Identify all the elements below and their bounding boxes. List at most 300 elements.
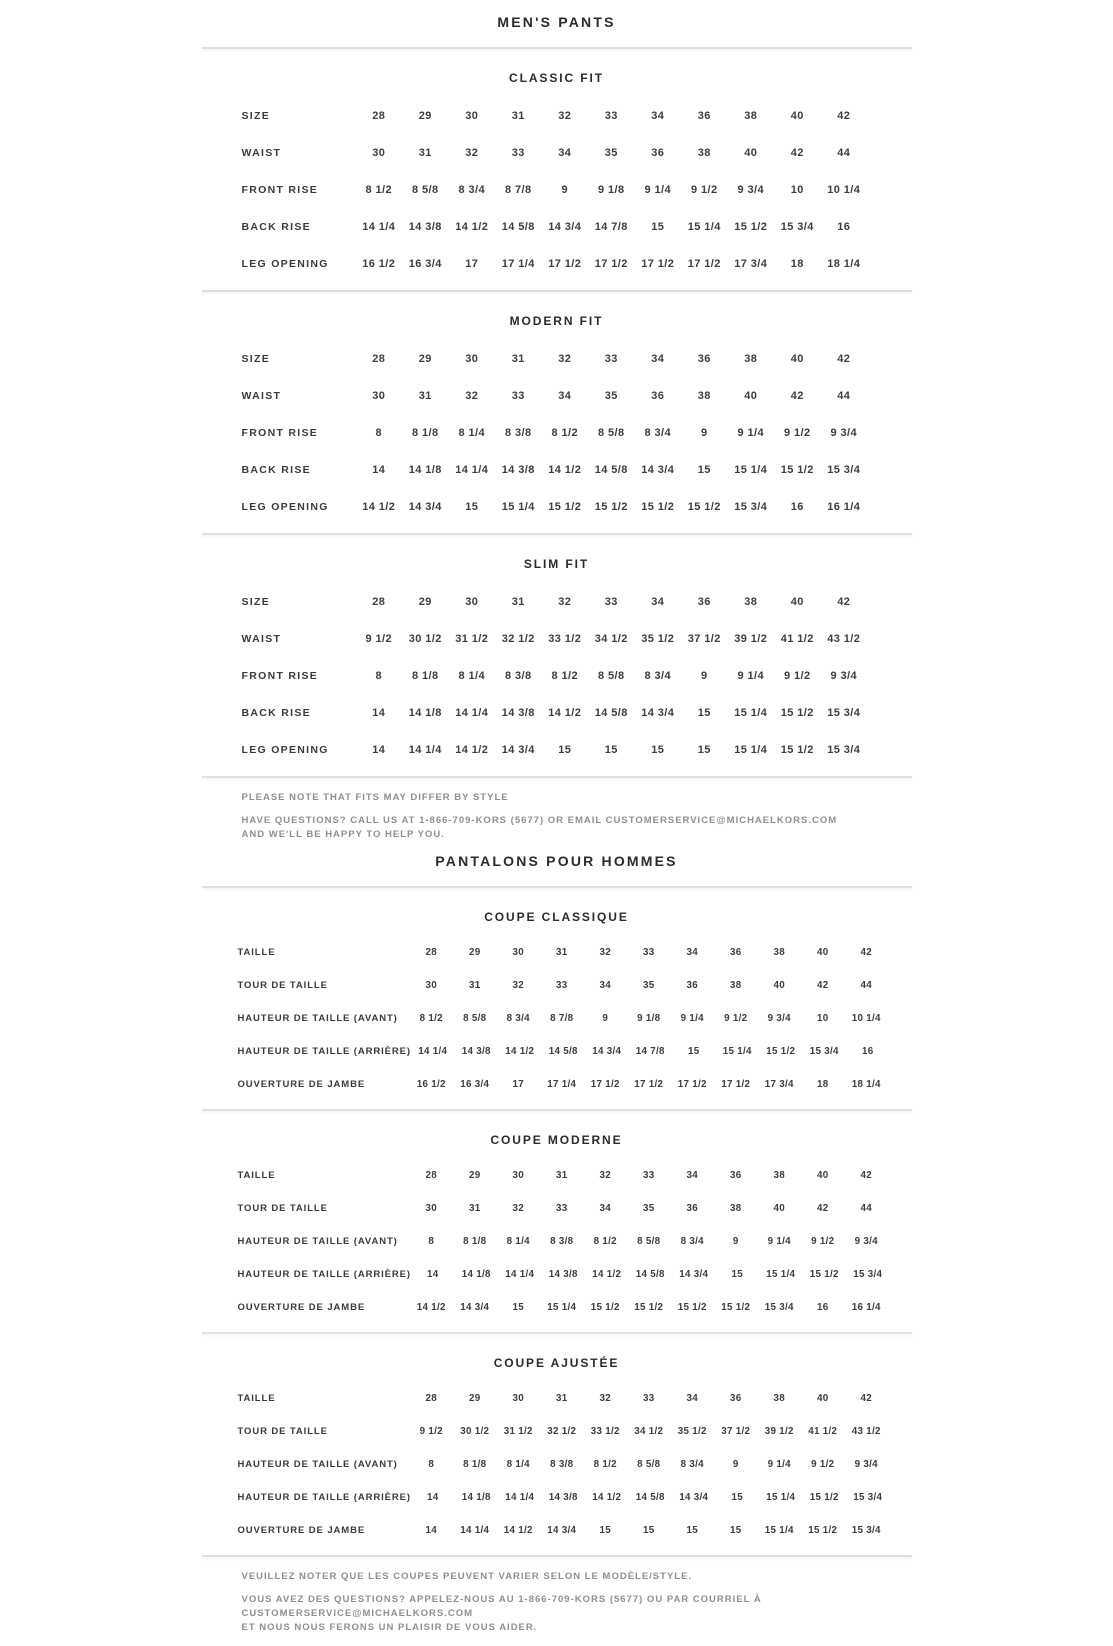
measure-value: 8 1/4 (458, 426, 485, 439)
measure-label: BACK RISE (241, 706, 311, 719)
measure-value: 9 1/2 (784, 669, 811, 682)
measure-value: 9 1/4 (737, 669, 764, 682)
measure-value: 14 1/4 (418, 1046, 448, 1057)
measure-value: 8 1/4 (506, 1459, 530, 1470)
measure-value: 15 3/4 (809, 1046, 839, 1057)
measure-value: 15 3/4 (853, 1492, 883, 1503)
measure-value: 15 (730, 1525, 742, 1536)
measure-value: 15 3/4 (853, 1269, 883, 1280)
measure-row (202, 1258, 912, 1291)
measure-value: 31 (511, 352, 525, 365)
measure-value: 8 5/8 (598, 426, 625, 439)
measure-value: 15 (558, 743, 572, 756)
measure-row (202, 1448, 912, 1481)
measure-value: 15 (687, 1046, 700, 1057)
measure-value: 9 1/2 (724, 1013, 748, 1024)
measure-value: 33 (604, 109, 618, 122)
measure-value: 9 1/4 (767, 1459, 791, 1470)
measure-value: 15 1/2 (766, 1046, 796, 1057)
measure-value: 38 (744, 595, 758, 608)
measure-value: 16 1/2 (416, 1079, 446, 1090)
measure-label: TAILLE (237, 1393, 276, 1404)
measure-value: 15 1/4 (766, 1269, 796, 1280)
measure-value: 15 1/2 (634, 1302, 664, 1313)
measure-value: 33 (643, 947, 655, 958)
measure-value: 32 (558, 109, 572, 122)
measure-value: 39 1/2 (764, 1426, 794, 1437)
measure-value: 32 (558, 352, 572, 365)
measure-value: 9 (732, 1459, 739, 1470)
note-contact-fr-line1: VOUS AVEZ DES QUESTIONS? APPELEZ-NOUS AU 1-866-709-KORS (5677) OU PAR COURRIEL À CUSTOMERSERVICE@MICHAELKORS.COM (241, 1594, 762, 1619)
measure-value: 15 (512, 1302, 524, 1313)
measure-value: 9 3/4 (854, 1236, 878, 1247)
measure-value: 32 (599, 1393, 611, 1404)
measure-label: SIZE (241, 595, 271, 608)
measure-value: 14 1/2 (362, 500, 396, 513)
measure-value: 14 3/4 (460, 1302, 490, 1313)
measure-value: 28 (372, 352, 386, 365)
measure-value: 9 1/4 (767, 1236, 791, 1247)
measure-label: LEG OPENING (241, 500, 329, 513)
measure-value: 9 3/4 (854, 1459, 878, 1470)
fit-section (202, 535, 912, 778)
measure-value: 34 (651, 109, 665, 122)
measure-value: 8 5/8 (412, 183, 439, 196)
measure-value: 16 (817, 1302, 829, 1313)
measure-row (202, 208, 912, 245)
measure-value: 9 3/4 (830, 426, 857, 439)
measure-value: 8 7/8 (550, 1013, 574, 1024)
measure-value: 31 (418, 146, 432, 159)
measure-value: 15 1/2 (808, 1525, 838, 1536)
measure-value: 8 3/4 (644, 426, 671, 439)
measure-value: 15 1/2 (548, 500, 582, 513)
measure-value: 8 1/8 (463, 1459, 487, 1470)
measure-value: 40 (817, 1393, 829, 1404)
measure-value: 8 3/8 (550, 1459, 574, 1470)
measure-value: 42 (860, 1170, 872, 1181)
measure-label: LEG OPENING (241, 257, 329, 270)
measure-label: FRONT RISE (241, 426, 319, 439)
measure-value: 43 1/2 (827, 632, 861, 645)
measure-value: 36 (651, 389, 665, 402)
measure-value: 15 1/4 (764, 1525, 794, 1536)
measure-value: 36 (686, 1203, 698, 1214)
measure-value: 14 3/8 (548, 1492, 578, 1503)
fit-section (202, 49, 912, 292)
measure-value: 34 (686, 1393, 698, 1404)
measure-value: 29 (469, 1393, 481, 1404)
measure-value: 15 (643, 1525, 655, 1536)
measure-value: 14 3/8 (461, 1046, 491, 1057)
measure-value: 9 3/4 (767, 1013, 791, 1024)
measure-value: 30 (372, 389, 386, 402)
measure-value: 30 (372, 146, 386, 159)
measure-value: 34 (651, 595, 665, 608)
measure-value: 9 (700, 426, 708, 439)
measure-value: 37 1/2 (687, 632, 721, 645)
measure-value: 14 1/4 (362, 220, 396, 233)
measure-value: 29 (418, 352, 432, 365)
measure-value: 37 1/2 (721, 1426, 751, 1437)
measure-value: 17 (465, 257, 479, 270)
measure-value: 44 (860, 980, 872, 991)
measure-value: 9 1/2 (691, 183, 718, 196)
note-contact-en (242, 814, 912, 842)
fit-title: COUPE AJUSTÉE (493, 1356, 620, 1370)
measure-value: 38 (744, 352, 758, 365)
measure-value: 15 (599, 1525, 611, 1536)
measure-value: 14 3/4 (408, 500, 442, 513)
measure-value: 40 (790, 595, 804, 608)
measure-value: 38 (697, 146, 711, 159)
measure-value: 15 1/4 (687, 220, 721, 233)
measure-value: 28 (425, 947, 437, 958)
measure-value: 30 1/2 (460, 1426, 490, 1437)
measure-value: 8 5/8 (463, 1013, 487, 1024)
size-tables-en (202, 49, 912, 778)
measure-label: BACK RISE (241, 463, 311, 476)
measure-value: 9 3/4 (737, 183, 764, 196)
measure-value: 8 7/8 (505, 183, 532, 196)
measure-value: 36 (697, 352, 711, 365)
measure-value: 15 3/4 (851, 1525, 881, 1536)
measure-value: 40 (744, 146, 758, 159)
measure-value: 35 (643, 1203, 655, 1214)
measure-value: 15 1/2 (590, 1302, 620, 1313)
measure-label: TAILLE (237, 1170, 276, 1181)
measure-value: 34 (599, 980, 611, 991)
measure-value: 31 1/2 (455, 632, 489, 645)
measure-label: WAIST (241, 146, 282, 159)
measure-label: OUVERTURE DE JAMBE (237, 1302, 366, 1313)
measure-value: 30 (512, 1393, 524, 1404)
measure-label: HAUTEUR DE TAILLE (ARRIÈRE) (237, 1046, 411, 1057)
measure-value: 33 1/2 (590, 1426, 620, 1437)
measure-value: 30 (425, 980, 437, 991)
note-contact-fr-line2: ET NOUS NOUS FERONS UN PLAISIR DE VOUS AIDER. (241, 1622, 538, 1633)
measure-value: 14 (372, 743, 386, 756)
measure-value: 15 1/2 (780, 706, 814, 719)
measure-value: 14 3/8 (548, 1269, 578, 1280)
measure-value: 14 3/4 (548, 220, 582, 233)
measure-label: WAIST (241, 632, 282, 645)
measure-value: 9 (561, 183, 569, 196)
measure-row (202, 1192, 912, 1225)
measure-value: 33 (556, 1203, 568, 1214)
measure-value: 14 3/4 (641, 706, 675, 719)
measure-value: 28 (425, 1393, 437, 1404)
measure-value: 14 1/2 (503, 1525, 533, 1536)
measure-value: 30 (512, 947, 524, 958)
measure-row (202, 657, 912, 694)
measure-value: 36 (730, 947, 742, 958)
size-guide-page (202, 0, 912, 1646)
measure-value: 40 (817, 1170, 829, 1181)
measure-value: 34 1/2 (594, 632, 628, 645)
measure-label: TOUR DE TAILLE (237, 1203, 328, 1214)
measure-value: 34 (558, 146, 572, 159)
measure-value: 17 (512, 1079, 524, 1090)
measure-value: 32 (599, 1170, 611, 1181)
measure-value: 15 1/2 (734, 220, 768, 233)
measure-value: 15 (731, 1492, 743, 1503)
measure-value: 30 (465, 595, 479, 608)
measure-value: 15 1/2 (641, 500, 675, 513)
fit-section (202, 1111, 912, 1334)
measure-value: 42 (837, 595, 851, 608)
measure-value: 8 3/8 (550, 1236, 574, 1247)
measure-value: 14 1/2 (505, 1046, 535, 1057)
measure-value: 35 1/2 (641, 632, 675, 645)
measure-value: 14 3/4 (501, 743, 535, 756)
measure-row (202, 1159, 912, 1192)
measure-value: 14 1/4 (408, 743, 442, 756)
measure-value: 32 (465, 146, 479, 159)
measure-value: 15 (731, 1269, 743, 1280)
measure-value: 9 1/4 (644, 183, 671, 196)
measure-value: 8 5/8 (637, 1459, 661, 1470)
measure-value: 33 (511, 389, 525, 402)
measure-value: 15 1/4 (734, 463, 768, 476)
measure-value: 14 3/4 (592, 1046, 622, 1057)
measure-value: 14 1/2 (592, 1492, 622, 1503)
measure-value: 31 (469, 980, 481, 991)
measure-value: 8 1/4 (458, 669, 485, 682)
measure-value: 14 3/8 (408, 220, 442, 233)
measure-value: 16 3/4 (408, 257, 442, 270)
measure-value: 10 (790, 183, 804, 196)
measure-value: 15 1/4 (547, 1302, 577, 1313)
measure-value: 14 1/4 (505, 1492, 535, 1503)
measure-value: 42 (817, 1203, 829, 1214)
measure-value: 40 (790, 109, 804, 122)
measure-value: 15 (697, 463, 711, 476)
measure-value: 14 1/2 (548, 463, 582, 476)
measure-value: 41 1/2 (780, 632, 814, 645)
measure-value: 15 (651, 220, 665, 233)
measure-value: 14 5/8 (635, 1269, 665, 1280)
measure-value: 31 (511, 595, 525, 608)
measure-value: 34 (599, 1203, 611, 1214)
measure-value: 14 1/4 (460, 1525, 490, 1536)
measure-row (202, 171, 912, 208)
measure-value: 8 1/2 (365, 183, 392, 196)
measure-value: 8 3/4 (680, 1459, 704, 1470)
measure-value: 8 5/8 (637, 1236, 661, 1247)
measure-value: 15 (604, 743, 618, 756)
measure-value: 15 1/2 (721, 1302, 751, 1313)
measure-value: 17 1/4 (547, 1079, 577, 1090)
measure-value: 8 3/8 (505, 669, 532, 682)
measure-value: 28 (372, 109, 386, 122)
measure-value: 15 (465, 500, 479, 513)
measure-value: 14 5/8 (594, 706, 628, 719)
note-fit-disclaimer-fr: VEUILLEZ NOTER QUE LES COUPES PEUVENT VARIER SELON LE MODÈLE/STYLE. (241, 1571, 693, 1582)
measure-value: 8 3/8 (505, 426, 532, 439)
measure-value: 33 (604, 352, 618, 365)
measure-row (202, 1225, 912, 1258)
page-title-en: MEN'S PANTS (497, 14, 616, 30)
measure-label: BACK RISE (241, 220, 311, 233)
measure-value: 15 3/4 (827, 743, 861, 756)
measure-value: 14 3/4 (679, 1492, 709, 1503)
measure-value: 8 3/4 (458, 183, 485, 196)
measure-value: 15 1/2 (594, 500, 628, 513)
measure-value: 31 1/2 (503, 1426, 533, 1437)
measure-label: WAIST (241, 389, 282, 402)
measure-value: 9 1/2 (419, 1426, 443, 1437)
measure-label: TOUR DE TAILLE (237, 1426, 328, 1437)
measure-row (202, 1035, 912, 1068)
measure-value: 8 1/2 (419, 1013, 443, 1024)
measure-value: 30 (465, 109, 479, 122)
measure-label: TOUR DE TAILLE (237, 980, 328, 991)
size-tables-fr (202, 888, 912, 1557)
measure-value: 9 1/2 (365, 632, 392, 645)
measure-value: 31 (556, 1393, 568, 1404)
measure-value: 10 1/4 (827, 183, 861, 196)
measure-value: 8 5/8 (598, 669, 625, 682)
measure-row (202, 488, 912, 525)
measure-value: 33 (511, 146, 525, 159)
measure-value: 16 1/2 (362, 257, 396, 270)
measure-value: 17 3/4 (764, 1079, 794, 1090)
fit-title: SLIM FIT (523, 557, 590, 571)
measure-label: HAUTEUR DE TAILLE (AVANT) (237, 1013, 398, 1024)
measure-value: 16 (790, 500, 804, 513)
measure-value: 14 3/8 (501, 463, 535, 476)
measure-row (202, 1481, 912, 1514)
measure-value: 15 1/4 (501, 500, 535, 513)
measure-value: 42 (860, 947, 872, 958)
measure-value: 9 1/2 (811, 1236, 835, 1247)
measure-value: 15 1/4 (734, 743, 768, 756)
measure-value: 8 (428, 1236, 435, 1247)
fit-title: CLASSIC FIT (509, 71, 604, 85)
measure-value: 15 1/2 (780, 743, 814, 756)
fit-title: COUPE MODERNE (490, 1133, 623, 1147)
notes-en (202, 778, 912, 853)
measure-value: 15 1/4 (766, 1492, 796, 1503)
measure-row (202, 1514, 912, 1547)
measure-value: 42 (817, 980, 829, 991)
measure-value: 15 1/2 (687, 500, 721, 513)
measure-value: 16 1/4 (827, 500, 861, 513)
fit-section (202, 1334, 912, 1557)
measure-value: 9 1/2 (784, 426, 811, 439)
measure-value: 34 (558, 389, 572, 402)
measure-value: 15 1/2 (780, 463, 814, 476)
measure-value: 36 (697, 109, 711, 122)
measure-value: 10 (817, 1013, 829, 1024)
measure-value: 16 3/4 (460, 1079, 490, 1090)
measure-value: 9 (732, 1236, 739, 1247)
measure-value: 14 1/2 (592, 1269, 622, 1280)
measure-value: 42 (790, 146, 804, 159)
measure-value: 36 (697, 595, 711, 608)
measure-label: FRONT RISE (241, 669, 319, 682)
measure-label: OUVERTURE DE JAMBE (237, 1079, 366, 1090)
measure-value: 31 (511, 109, 525, 122)
measure-value: 41 1/2 (808, 1426, 838, 1437)
measure-value: 15 1/2 (809, 1269, 839, 1280)
measure-value: 32 1/2 (547, 1426, 577, 1437)
measure-value: 14 (372, 463, 386, 476)
measure-value: 14 3/8 (501, 706, 535, 719)
measure-row (202, 1068, 912, 1101)
measure-value: 32 1/2 (501, 632, 535, 645)
note-fit-disclaimer-en: PLEASE NOTE THAT FITS MAY DIFFER BY STYLE (241, 792, 509, 803)
measure-value: 15 1/4 (734, 706, 768, 719)
measure-value: 40 (773, 980, 785, 991)
measure-row (202, 340, 912, 377)
measure-value: 17 1/2 (641, 257, 675, 270)
measure-value: 17 1/2 (721, 1079, 751, 1090)
measure-value: 17 3/4 (734, 257, 768, 270)
measure-value: 15 (651, 743, 665, 756)
measure-value: 8 3/4 (680, 1236, 704, 1247)
measure-value: 40 (744, 389, 758, 402)
measure-value: 8 3/4 (644, 669, 671, 682)
measure-row (202, 414, 912, 451)
measure-value: 38 (730, 980, 742, 991)
measure-label: HAUTEUR DE TAILLE (AVANT) (237, 1236, 398, 1247)
measure-value: 15 (697, 743, 711, 756)
measure-value: 28 (372, 595, 386, 608)
measure-label: LEG OPENING (241, 743, 329, 756)
measure-value: 38 (697, 389, 711, 402)
measure-value: 15 3/4 (764, 1302, 794, 1313)
measure-value: 14 7/8 (635, 1046, 665, 1057)
measure-row (202, 583, 912, 620)
measure-value: 43 1/2 (851, 1426, 881, 1437)
measure-value: 31 (556, 1170, 568, 1181)
measure-value: 33 (643, 1170, 655, 1181)
measure-value: 9 (602, 1013, 609, 1024)
measure-row (202, 620, 912, 657)
measure-label: OUVERTURE DE JAMBE (237, 1525, 366, 1536)
measure-value: 8 3/4 (506, 1013, 530, 1024)
measure-value: 17 1/2 (594, 257, 628, 270)
measure-value: 39 1/2 (734, 632, 768, 645)
measure-value: 14 3/4 (641, 463, 675, 476)
measure-value: 34 1/2 (634, 1426, 664, 1437)
measure-value: 38 (744, 109, 758, 122)
measure-value: 9 (700, 669, 708, 682)
measure-value: 14 1/2 (455, 220, 489, 233)
fit-section (202, 888, 912, 1111)
measure-value: 31 (469, 1203, 481, 1214)
measure-value: 8 1/2 (593, 1236, 617, 1247)
measure-value: 8 1/8 (463, 1236, 487, 1247)
measure-value: 17 1/2 (687, 257, 721, 270)
measure-row (202, 969, 912, 1002)
measure-value: 34 (686, 1170, 698, 1181)
measure-row (202, 245, 912, 282)
measure-value: 15 1/2 (677, 1302, 707, 1313)
measure-value: 15 3/4 (780, 220, 814, 233)
measure-value: 18 1/4 (851, 1079, 881, 1090)
measure-value: 40 (773, 1203, 785, 1214)
measure-value: 14 1/4 (505, 1269, 535, 1280)
measure-value: 17 1/4 (501, 257, 535, 270)
measure-value: 33 1/2 (548, 632, 582, 645)
measure-row (202, 694, 912, 731)
measure-value: 8 1/2 (593, 1459, 617, 1470)
measure-row (202, 377, 912, 414)
measure-value: 30 (425, 1203, 437, 1214)
